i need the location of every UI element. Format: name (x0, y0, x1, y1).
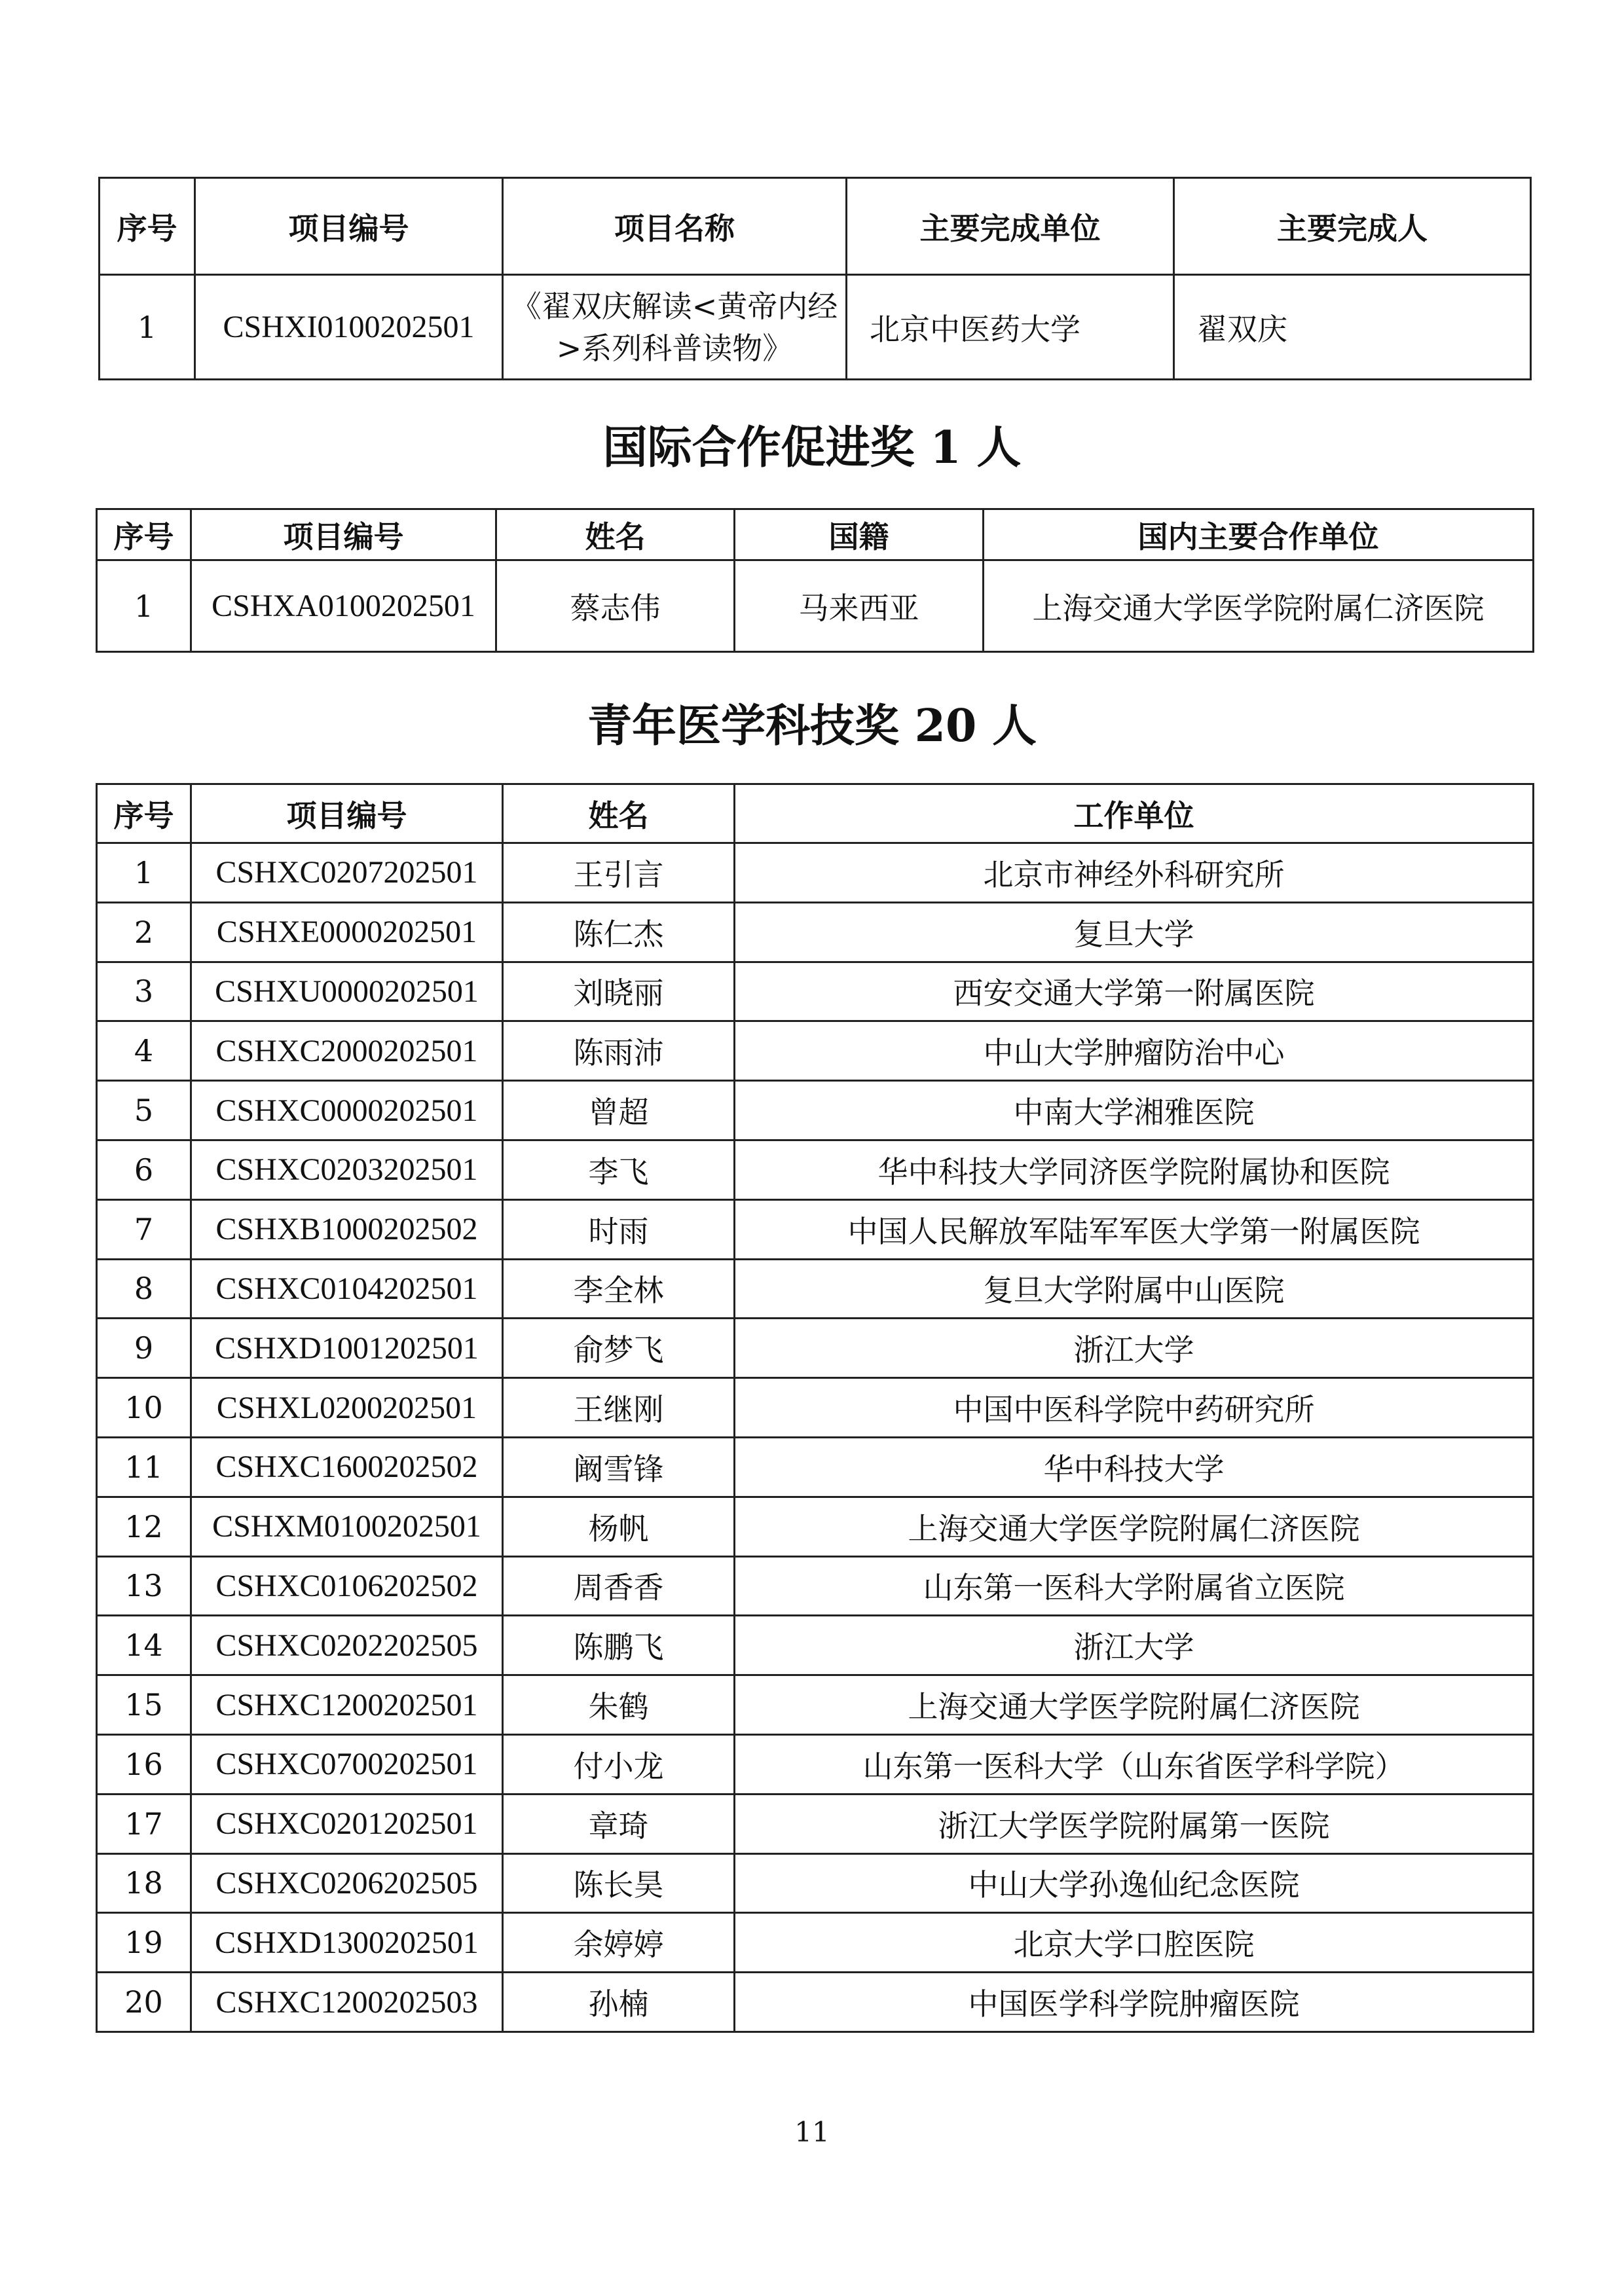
cell-work-unit: 华中科技大学同济医学院附属协和医院 (735, 1140, 1534, 1199)
cell-project-code: CSHXB1000202502 (191, 1199, 503, 1259)
header-index: 序号 (97, 784, 191, 843)
cell-work-unit: 山东第一医科大学（山东省医学科学院） (735, 1734, 1534, 1794)
cell-name: 李全林 (503, 1259, 735, 1319)
cell-project-code: CSHXD1001202501 (191, 1319, 503, 1378)
header-project-code: 项目编号 (191, 784, 503, 843)
cell-name: 陈雨沛 (503, 1021, 735, 1081)
cell-project-code: CSHXU0000202501 (191, 962, 503, 1021)
cell-index: 13 (97, 1556, 191, 1616)
cell-work-unit: 浙江大学 (735, 1319, 1534, 1378)
cell-work-unit: 中国人民解放军陆军军医大学第一附属医院 (735, 1199, 1534, 1259)
cell-index: 17 (97, 1794, 191, 1853)
cell-project-code: CSHXL0200202501 (191, 1378, 503, 1438)
cell-index: 1 (97, 560, 191, 652)
table-row (97, 1973, 1534, 2032)
cell-project-code: CSHXI0100202501 (195, 275, 503, 380)
cell-work-unit: 复旦大学 (735, 902, 1534, 962)
table-row (97, 1794, 1534, 1853)
table-row (97, 1199, 1534, 1259)
cell-main-unit: 北京中医药大学 (847, 275, 1174, 380)
cell-project-name: 《翟双庆解读<黄帝内经>系列科普读物》 (503, 275, 847, 380)
cell-project-code: CSHXC0207202501 (191, 843, 503, 903)
cell-project-code: CSHXC1600202502 (191, 1437, 503, 1497)
table-row (97, 560, 1534, 652)
table-row (97, 1497, 1534, 1556)
cell-project-code: CSHXC0700202501 (191, 1734, 503, 1794)
cell-name: 刘晓丽 (503, 962, 735, 1021)
cell-index: 15 (97, 1675, 191, 1735)
cell-project-code: CSHXC0203202501 (191, 1140, 503, 1199)
cell-work-unit: 上海交通大学医学院附属仁济医院 (735, 1675, 1534, 1735)
cell-main-person: 翟双庆 (1174, 275, 1531, 380)
table-row (97, 1734, 1534, 1794)
cell-work-unit: 北京市神经外科研究所 (735, 843, 1534, 903)
table-row (97, 1853, 1534, 1913)
table-row (100, 275, 1531, 380)
header-index: 序号 (97, 509, 191, 560)
header-name: 姓名 (503, 784, 735, 843)
header-main-unit: 主要完成单位 (847, 178, 1174, 275)
cell-project-code: CSHXC0000202501 (191, 1081, 503, 1140)
header-project-code: 项目编号 (191, 509, 496, 560)
cell-work-unit: 西安交通大学第一附属医院 (735, 962, 1534, 1021)
cell-index: 3 (97, 962, 191, 1021)
cell-index: 18 (97, 1853, 191, 1913)
science-popularization-table (98, 177, 1532, 380)
cell-name: 陈鹏飞 (503, 1616, 735, 1675)
cell-name: 朱鹤 (503, 1675, 735, 1735)
cell-project-code: CSHXC1200202503 (191, 1973, 503, 2032)
cell-name: 陈仁杰 (503, 902, 735, 962)
cell-work-unit: 浙江大学 (735, 1616, 1534, 1675)
cell-name: 周香香 (503, 1556, 735, 1616)
header-nationality: 国籍 (735, 509, 984, 560)
cell-work-unit: 中国中医科学院中药研究所 (735, 1378, 1534, 1438)
cell-index: 5 (97, 1081, 191, 1140)
table-row (97, 1378, 1534, 1438)
cell-project-code: CSHXC2000202501 (191, 1021, 503, 1081)
cell-work-unit: 华中科技大学 (735, 1437, 1534, 1497)
young-scientist-table (96, 783, 1534, 2033)
header-project-code: 项目编号 (195, 178, 503, 275)
table-row (97, 1675, 1534, 1735)
cell-work-unit: 中山大学孙逸仙纪念医院 (735, 1853, 1534, 1913)
header-main-person: 主要完成人 (1174, 178, 1531, 275)
cell-name: 王引言 (503, 843, 735, 903)
cell-index: 14 (97, 1616, 191, 1675)
table-row (97, 1259, 1534, 1319)
cell-index: 1 (100, 275, 195, 380)
cell-work-unit: 山东第一医科大学附属省立医院 (735, 1556, 1534, 1616)
cell-name: 章琦 (503, 1794, 735, 1853)
table-row (97, 1437, 1534, 1497)
cell-name: 曾超 (503, 1081, 735, 1140)
table-row (97, 1140, 1534, 1199)
cell-name: 孙楠 (503, 1973, 735, 2032)
cell-project-code: CSHXC1200202501 (191, 1675, 503, 1735)
cell-index: 9 (97, 1319, 191, 1378)
cell-project-code: CSHXC0201202501 (191, 1794, 503, 1853)
cell-work-unit: 中山大学肿瘤防治中心 (735, 1021, 1534, 1081)
cell-work-unit: 北京大学口腔医院 (735, 1913, 1534, 1973)
cell-work-unit: 上海交通大学医学院附属仁济医院 (735, 1497, 1534, 1556)
cell-index: 1 (97, 843, 191, 903)
table-row (97, 962, 1534, 1021)
cell-name: 蔡志伟 (496, 560, 735, 652)
cell-index: 12 (97, 1497, 191, 1556)
cell-index: 2 (97, 902, 191, 962)
cell-project-code: CSHXE0000202501 (191, 902, 503, 962)
cell-name: 付小龙 (503, 1734, 735, 1794)
cell-index: 11 (97, 1437, 191, 1497)
cell-index: 20 (97, 1973, 191, 2032)
header-project-name: 项目名称 (503, 178, 847, 275)
table-row (97, 1319, 1534, 1378)
cell-name: 时雨 (503, 1199, 735, 1259)
header-partner-unit: 国内主要合作单位 (984, 509, 1534, 560)
cell-work-unit: 中南大学湘雅医院 (735, 1081, 1534, 1140)
cell-index: 8 (97, 1259, 191, 1319)
cell-name: 俞梦飞 (503, 1319, 735, 1378)
table-row (97, 1913, 1534, 1973)
cell-project-code: CSHXA0100202501 (191, 560, 496, 652)
cell-nationality: 马来西亚 (735, 560, 984, 652)
cell-work-unit: 复旦大学附属中山医院 (735, 1259, 1534, 1319)
cell-project-code: CSHXM0100202501 (191, 1497, 503, 1556)
table-row (97, 1021, 1534, 1081)
cell-name: 陈长昊 (503, 1853, 735, 1913)
cell-project-code: CSHXC0106202502 (191, 1556, 503, 1616)
cell-project-code: CSHXC0202202505 (191, 1616, 503, 1675)
cell-index: 4 (97, 1021, 191, 1081)
cell-index: 19 (97, 1913, 191, 1973)
page-number: 11 (794, 2116, 830, 2148)
cell-index: 6 (97, 1140, 191, 1199)
cell-project-code: CSHXD1300202501 (191, 1913, 503, 1973)
cell-work-unit: 浙江大学医学院附属第一医院 (735, 1794, 1534, 1853)
cell-index: 16 (97, 1734, 191, 1794)
section-title-young-scientist: 青年医学科技奖 20 人 (587, 700, 1037, 752)
header-work-unit: 工作单位 (735, 784, 1534, 843)
international-cooperation-table (96, 508, 1534, 653)
cell-index: 10 (97, 1378, 191, 1438)
table-row (97, 843, 1534, 903)
table-row (97, 1556, 1534, 1616)
cell-partner-unit: 上海交通大学医学院附属仁济医院 (984, 560, 1534, 652)
cell-name: 杨帆 (503, 1497, 735, 1556)
cell-name: 王继刚 (503, 1378, 735, 1438)
header-index: 序号 (100, 178, 195, 275)
cell-name: 李飞 (503, 1140, 735, 1199)
section-title-international-cooperation: 国际合作促进奖 1 人 (602, 422, 1022, 474)
cell-name: 余婷婷 (503, 1913, 735, 1973)
cell-work-unit: 中国医学科学院肿瘤医院 (735, 1973, 1534, 2032)
table-row (97, 1616, 1534, 1675)
cell-project-code: CSHXC0206202505 (191, 1853, 503, 1913)
cell-name: 阚雪锋 (503, 1437, 735, 1497)
cell-index: 7 (97, 1199, 191, 1259)
table-row (97, 1081, 1534, 1140)
cell-project-code: CSHXC0104202501 (191, 1259, 503, 1319)
table-row (97, 902, 1534, 962)
header-name: 姓名 (496, 509, 735, 560)
